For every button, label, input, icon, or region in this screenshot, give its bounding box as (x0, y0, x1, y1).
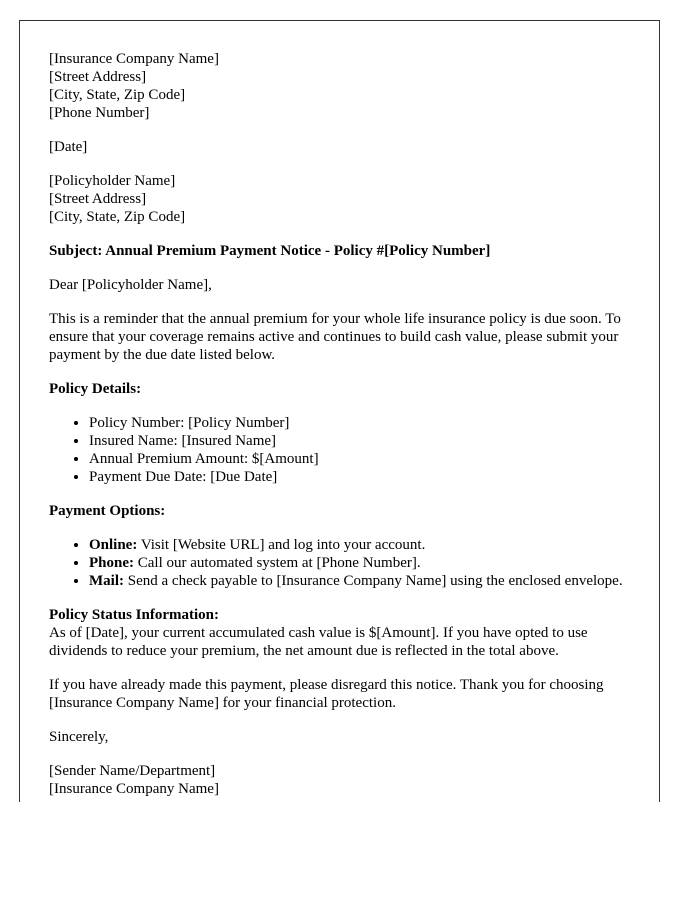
payment-option-label: Online: (89, 537, 138, 553)
sender-street: [Street Address] (49, 69, 147, 85)
list-item: • Annual Premium Amount: $[Amount] (89, 450, 635, 468)
list-item: • Payment Due Date: [Due Date] (89, 468, 635, 486)
sender-city: [City, State, Zip Code] (49, 87, 186, 103)
letter-date: [Date] (49, 139, 88, 155)
list-item: • Policy Number: [Policy Number] (89, 414, 635, 432)
policy-status-section (49, 606, 635, 660)
salutation: Dear [Policyholder Name], (49, 277, 212, 293)
intro-paragraph: This is a reminder that the annual premium for your whole life insurance policy is due soon. To ensure that your coverage remains active and continues to build cash value, please submit your payment by the due date listed below. (49, 311, 621, 363)
payment-option-text: Send a check payable to [Insurance Company Name] using the enclosed envelope. (124, 573, 623, 589)
policy-status-heading: Policy Status Information: (49, 607, 219, 623)
payment-option-text: Call our automated system at [Phone Number]. (134, 555, 421, 571)
payment-option-phone (89, 554, 635, 572)
policy-status-text: As of [Date], your current accumulated cash value is $[Amount]. If you have opted to use dividends to reduce your premium, the net amount due is reflected in the total above. (49, 625, 588, 659)
recipient-street: [Street Address] (49, 191, 147, 207)
payment-option-online (89, 536, 635, 554)
signature-block (49, 762, 635, 798)
recipient-address (49, 172, 635, 226)
policy-details-heading: Policy Details: (49, 381, 142, 397)
recipient-name: [Policyholder Name] (49, 173, 176, 189)
payment-option-text: Visit [Website URL] and log into your account. (137, 537, 426, 553)
sender-address (49, 50, 635, 122)
sender-phone: [Phone Number] (49, 105, 150, 121)
payment-options-heading: Payment Options: (49, 503, 166, 519)
signature-sender-name: [Sender Name/Department] (49, 763, 216, 779)
sender-company-name: [Insurance Company Name] (49, 51, 219, 67)
payment-option-label: Phone: (89, 555, 134, 571)
payment-options-list (49, 536, 635, 590)
payment-option-label: Mail: (89, 573, 124, 589)
policy-details-list (49, 414, 635, 486)
letter-page (19, 20, 660, 802)
sign-off: Sincerely, (49, 729, 109, 745)
recipient-city: [City, State, Zip Code] (49, 209, 186, 225)
subject-line: Subject: Annual Premium Payment Notice - Policy #[Policy Number] (49, 243, 491, 259)
letter-content (49, 50, 635, 802)
closing-paragraph: If you have already made this payment, please disregard this notice. Thank you for choosing [Insurance Company Name] for your financial protection. (49, 677, 604, 711)
payment-option-mail (89, 572, 635, 590)
list-item: • Insured Name: [Insured Name] (89, 432, 635, 450)
signature-company-name: [Insurance Company Name] (49, 781, 219, 797)
